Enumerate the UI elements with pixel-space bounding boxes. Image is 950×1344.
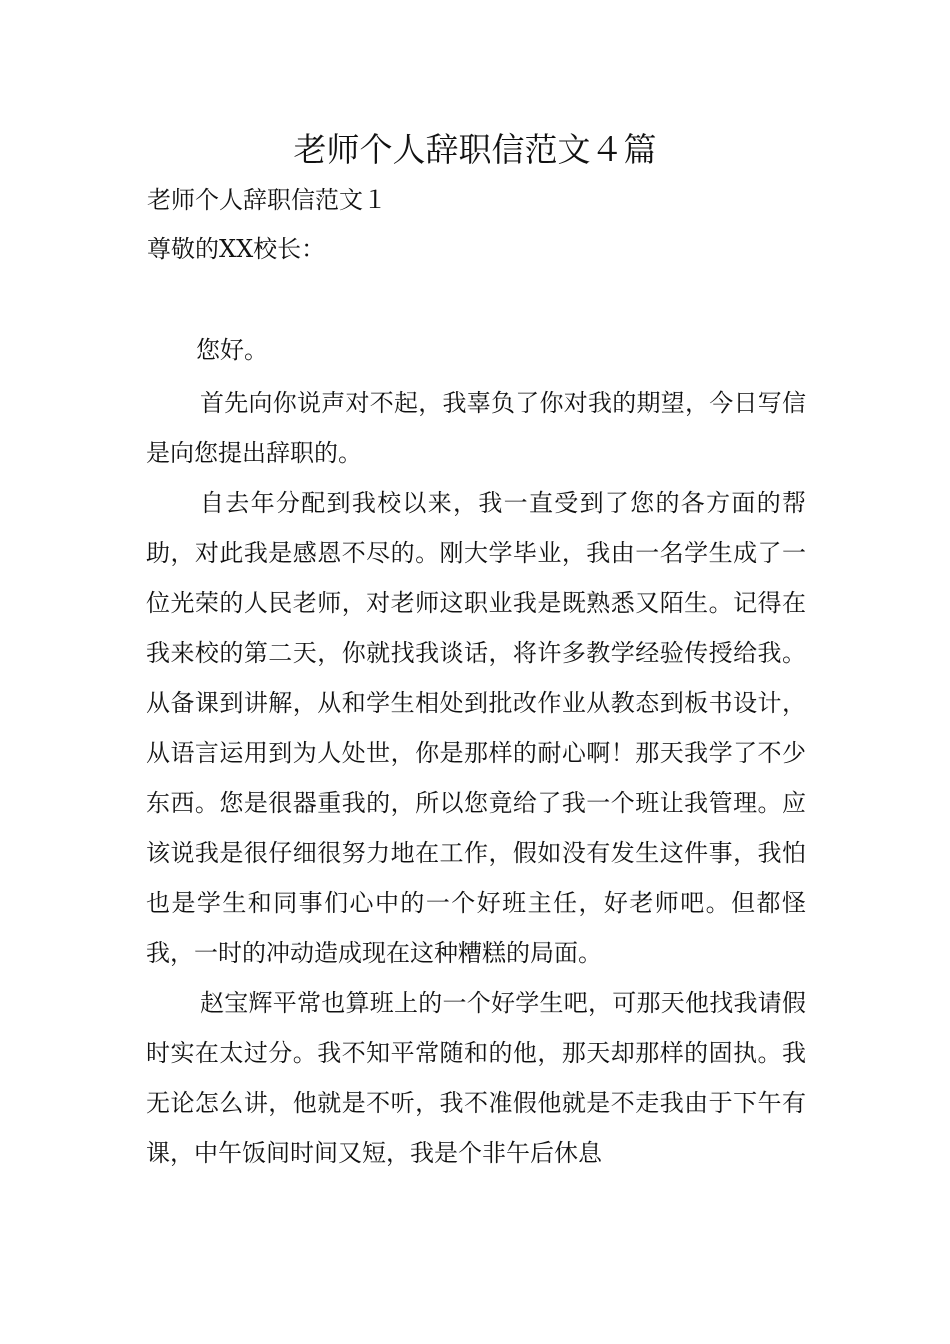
paragraph: 赵宝辉平常也算班上的一个好学生吧，可那天他找我请假时实在太过分。我不知平常随和的他，那天却那样的固执。我无论怎么讲，他就是不听，我不准假他就是不走我由于下午有课，中午饭间时间又短，我是个非午后休息 [146,989,806,1167]
salutation: 尊敬的XX校长： [147,235,326,263]
letter-body [146,378,806,1178]
paragraph: 首先向你说声对不起，我辜负了你对我的期望，今日写信是向您提出辞职的。 [146,389,806,467]
paragraph: 自去年分配到我校以来，我一直受到了您的各方面的帮助，对此我是感恩不尽的。刚大学毕业，我由一名学生成了一位光荣的人民老师，对老师这职业我是既熟悉又陌生。记得在我来校的第二天，你就找我谈话，将许多教学经验传授给我。从备课到讲解，从和学生相处到批改作业从教态到板书设计，从语言运用到为人处世，你是那样的耐心啊！那天我学了不少东西。您是很器重我的，所以您竟给了我一个班让我管理。应该说我是很仔细很努力地在工作，假如没有发生这件事，我怕也是学生和同事们心中的一个好班主任，好老师吧。但都怪我，一时的冲动造成现在这种糟糕的局面。 [146,489,806,967]
document-subtitle: 老师个人辞职信范文１ [147,186,387,214]
greeting: 您好。 [196,336,268,364]
document-title: 老师个人辞职信范文４篇 [293,130,657,169]
